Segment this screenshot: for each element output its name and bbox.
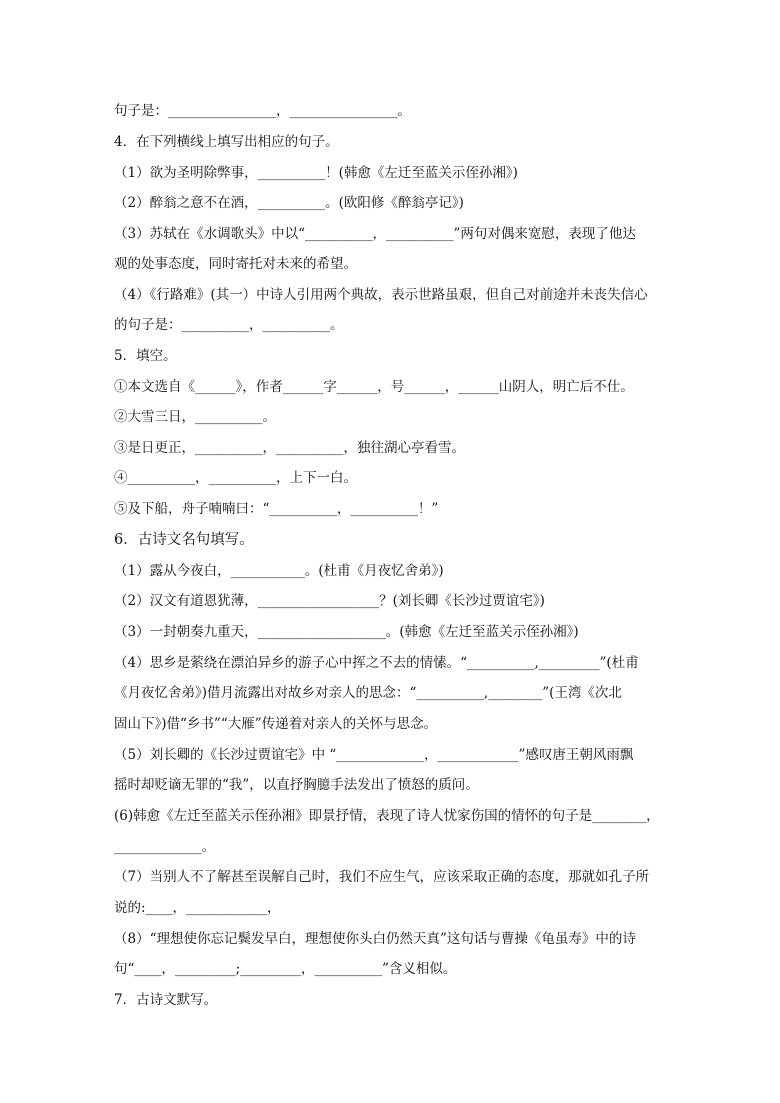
q6-item-3: （3）一封朝奏九重天，___________________。(韩愈《左迁至蓝关示侄孙湘》) [114,624,579,640]
q6-item-2: （2）汉文有道恩犹薄，__________________？(刘长卿《长沙过贾谊宅》) [114,593,545,609]
q6-item-7: （7）当别人不了解甚至误解自己时，我们不应生气，应该采取正确的态度，那就如孔子所 [114,869,650,885]
q4-heading: 4．在下列横线上填写出相应的句子。 [114,134,339,150]
q4-item-4-cont: 的句子是：__________，__________。 [114,317,344,333]
q5-item-2: ②大雪三日，__________。 [114,409,276,425]
q6-item-4-cont2: 固山下》)借“乡书”“大雁”传递着对亲人的关怀与思念。 [114,716,438,732]
q3-answer-line: 句子是：________________，________________。 [114,103,411,119]
q4-item-2: （2）醉翁之意不在酒，__________。(欧阳修《醉翁亭记》) [114,195,464,211]
q5-item-5: ⑤及下船，舟子喃喃曰：“__________，__________！” [114,501,439,517]
q6-item-5: （5）刘长卿的《长沙过贾谊宅》中 “_____________，____________”感叹唐王朝风雨飘 [114,747,634,763]
q6-heading: 6．古诗文名句填写。 [114,532,254,548]
q6-item-5-cont: 摇时却贬谪无罪的“我”，以直抒胸臆手法发出了愤怒的质问。 [114,777,479,793]
q5-item-3: ③是日更正，__________，__________，独往湖心亭看雪。 [114,440,465,456]
q4-item-1: （1）欲为圣明除弊事，__________！(韩愈《左迁至蓝关示侄孙湘》) [114,165,518,181]
q4-item-4: （4）《行路难》(其一）中诗人引用两个典故，表示世路虽艰，但自己对前途并未丧失信心 [114,287,648,303]
q6-item-4: （4）思乡是萦绕在漂泊异乡的游子心中挥之不去的情愫。“__________,_________”(杜甫 [114,655,639,671]
q6-item-4-cont: 《月夜忆舍弟》)借月流露出对故乡对亲人的思念：“__________,________”(王湾《次北 [114,685,622,701]
q5-item-1: ①本文选自《______》，作者______字______，号______，______山阴人，明亡后不仕。 [114,379,634,395]
q6-item-1: （1）露从今夜白，___________。(杜甫《月夜忆舍弟》) [114,563,444,579]
q4-item-3: （3）苏轼在《水调歌头》中以“__________，__________”两句对偶来宽慰，表现了他达 [114,226,636,242]
q6-item-8-cont: 句“____，_________;_________，__________”含义相似。 [114,961,457,977]
q6-item-7-cont: 说的:____，____________， [114,900,281,916]
q6-item-6-cont: _____________。 [114,839,216,855]
q7-heading: 7．古诗文默写。 [114,992,218,1008]
q6-item-8: （8）“理想使你忘记鬓发早白，理想使你头白仍然天真”这句话与曹操《龟虽寿》中的诗 [114,931,636,947]
q4-item-3-cont: 观的处事态度，同时寄托对未来的希望。 [114,256,357,272]
q5-item-4: ④__________，__________，上下一白。 [114,470,357,486]
q5-heading: 5．填空。 [114,348,177,364]
q6-item-6: (6)韩愈《左迁至蓝关示侄孙湘》即景抒情，表现了诗人忧家伤国的情怀的句子是________， [114,808,660,824]
